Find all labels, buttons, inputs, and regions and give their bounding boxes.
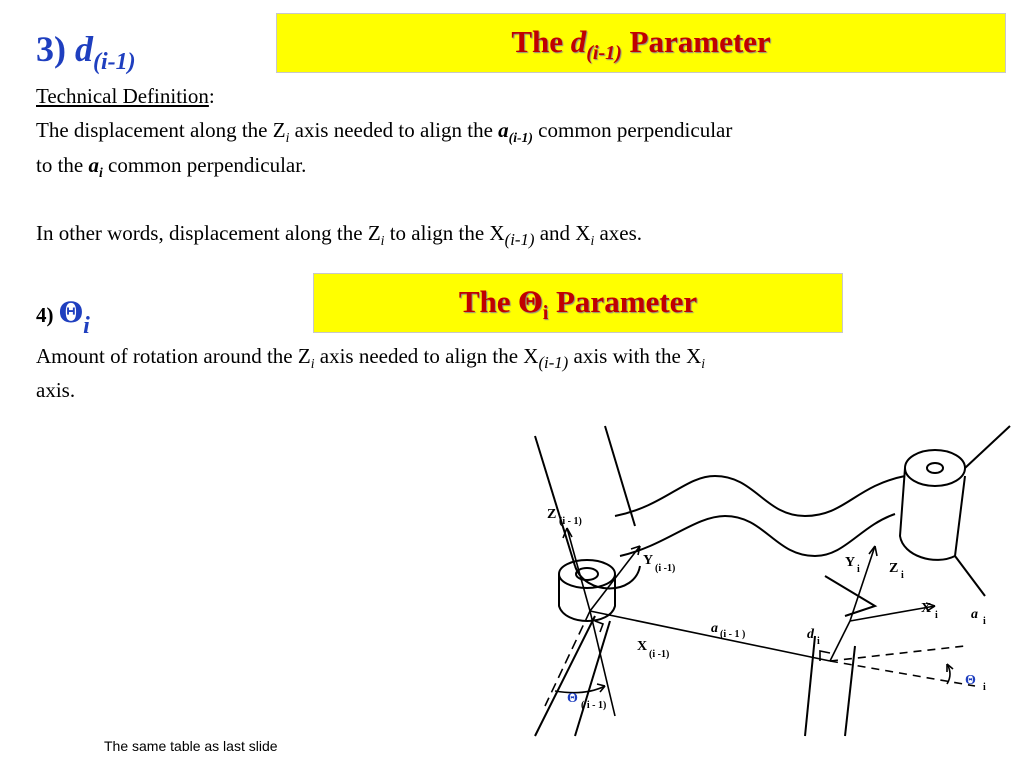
banner2-pre: The bbox=[458, 284, 519, 319]
label-y-i-sub: i bbox=[857, 564, 860, 575]
banner-d-parameter bbox=[276, 13, 1006, 73]
other-words-line bbox=[36, 221, 642, 250]
def1-sub-b: i bbox=[285, 130, 290, 146]
label-a-prev: a bbox=[711, 621, 718, 636]
def2-text-d: common perpendicular. bbox=[102, 153, 307, 177]
slide-caption: The same table as last slide bbox=[104, 738, 278, 754]
ow-sub-f: i bbox=[590, 233, 595, 249]
label-x-i-sub: i bbox=[935, 610, 938, 621]
technical-definition-colon: : bbox=[208, 84, 215, 108]
ow-sub-d: (i-1) bbox=[504, 230, 535, 250]
ow-text-g: axes. bbox=[594, 221, 643, 245]
banner2-post: Parameter bbox=[548, 284, 698, 319]
def1-var-d: a bbox=[498, 118, 509, 142]
label-d-i-sub: i bbox=[817, 636, 820, 647]
ow-sub-b: i bbox=[380, 233, 385, 249]
def1-text-f: common perpendicular bbox=[532, 118, 733, 142]
banner2-subscript: i bbox=[542, 302, 549, 325]
label-z-prev: Z bbox=[547, 507, 557, 522]
label-theta-prev-sub: ( i - 1) bbox=[581, 700, 607, 711]
rot1-sub-b: i bbox=[310, 356, 315, 372]
banner1-subscript: (i-1) bbox=[586, 42, 622, 65]
ow-text-c: to align the X bbox=[384, 221, 505, 245]
banner-theta-parameter bbox=[313, 273, 843, 333]
rotation-line-2: axis. bbox=[36, 378, 76, 402]
def2-text-a: to the bbox=[36, 153, 89, 177]
label-a-prev-sub: (i - 1 ) bbox=[720, 629, 746, 640]
label-z-i: Z bbox=[889, 561, 899, 576]
rot1-sub-f: i bbox=[701, 356, 706, 372]
banner1-pre: The bbox=[511, 24, 571, 59]
rot1-text-c: axis needed to align the X bbox=[314, 344, 539, 368]
label-x-prev-sub: (i -1) bbox=[649, 649, 670, 660]
section4-heading bbox=[36, 296, 90, 340]
definition-line-1 bbox=[36, 118, 732, 147]
section3-number: 3) bbox=[36, 29, 75, 69]
technical-definition-heading bbox=[36, 84, 215, 109]
rotation-line-1 bbox=[36, 344, 705, 373]
label-theta-i: Θ bbox=[965, 673, 976, 688]
label-theta-prev: Θ bbox=[567, 691, 578, 706]
ow-text-a: In other words, displacement along the Z bbox=[36, 221, 381, 245]
definition-line-2 bbox=[36, 153, 306, 182]
banner2-theta: Θ bbox=[518, 286, 543, 319]
label-y-prev: Y bbox=[643, 553, 654, 568]
section4-number: 4) bbox=[36, 303, 59, 327]
rot1-text-a: Amount of rotation around the Z bbox=[36, 344, 311, 368]
label-z-i-sub: i bbox=[901, 570, 904, 581]
def1-text-a: The displacement along the Z bbox=[36, 118, 286, 142]
label-x-prev: X bbox=[637, 639, 648, 654]
label-x-i: X bbox=[921, 601, 932, 616]
def2-var-b: a bbox=[88, 153, 99, 177]
section3-heading bbox=[36, 28, 136, 76]
section4-theta: Θ bbox=[58, 296, 84, 329]
section3-variable: d bbox=[75, 29, 93, 69]
label-a-i-sub: i bbox=[983, 616, 986, 627]
section4-subscript: i bbox=[83, 313, 90, 340]
banner1-variable: d bbox=[570, 24, 587, 59]
technical-definition-label: Technical Definition bbox=[36, 84, 209, 108]
label-z-prev-sub: (i - 1) bbox=[559, 516, 582, 527]
section3-subscript: (i-1) bbox=[93, 49, 136, 76]
link-frame-diagram bbox=[515, 406, 1015, 746]
label-theta-i-sub: i bbox=[983, 682, 986, 693]
ow-text-e: and X bbox=[534, 221, 591, 245]
rot1-text-e: axis with the X bbox=[568, 344, 702, 368]
banner1-post: Parameter bbox=[621, 24, 771, 59]
label-a-i: a bbox=[971, 607, 978, 622]
label-y-prev-sub: (i -1) bbox=[655, 563, 676, 574]
rot1-sub-d: (i-1) bbox=[538, 353, 569, 373]
def1-text-c: axis needed to align the bbox=[289, 118, 499, 142]
label-d-i: d bbox=[807, 627, 814, 642]
def2-sub-c: i bbox=[99, 165, 103, 181]
def1-sub-e: (i-1) bbox=[508, 130, 533, 146]
label-y-i: Y bbox=[845, 555, 856, 570]
